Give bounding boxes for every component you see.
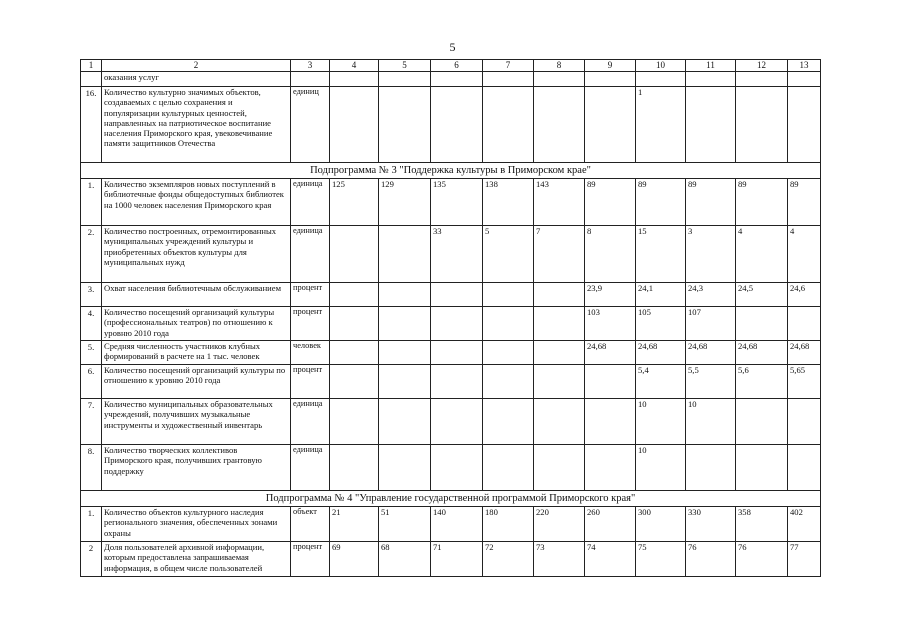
value-cell — [431, 72, 483, 87]
value-cell — [534, 87, 585, 163]
unit-cell: объект — [291, 507, 330, 542]
value-cell — [483, 72, 534, 87]
value-cell: 7 — [534, 226, 585, 283]
value-cell — [330, 365, 379, 399]
row-number: 1. — [81, 179, 102, 226]
indicator-name: Количество экземпляров новых поступлений в библиотечные фонды общедоступных библиотек на 1000 человек населения Приморского края — [102, 179, 291, 226]
table-row — [81, 307, 821, 341]
value-cell: 76 — [686, 542, 736, 577]
column-header: 3 — [291, 60, 330, 72]
column-header: 8 — [534, 60, 585, 72]
column-header: 7 — [483, 60, 534, 72]
value-cell — [330, 341, 379, 365]
value-cell — [585, 445, 636, 491]
value-cell: 10 — [686, 399, 736, 445]
value-cell: 89 — [736, 179, 788, 226]
value-cell — [431, 87, 483, 163]
row-number: 16. — [81, 87, 102, 163]
column-header: 10 — [636, 60, 686, 72]
row-number: 7. — [81, 399, 102, 445]
row-number: 6. — [81, 365, 102, 399]
value-cell: 74 — [585, 542, 636, 577]
value-cell — [431, 365, 483, 399]
table-body — [81, 60, 821, 577]
value-cell: 24,68 — [686, 341, 736, 365]
row-number: 5. — [81, 341, 102, 365]
value-cell: 5,5 — [686, 365, 736, 399]
table-row — [81, 399, 821, 445]
value-cell — [788, 399, 821, 445]
row-number — [81, 72, 102, 87]
value-cell — [534, 399, 585, 445]
value-cell — [483, 283, 534, 307]
table-row — [81, 341, 821, 365]
value-cell: 15 — [636, 226, 686, 283]
value-cell: 4 — [736, 226, 788, 283]
value-cell: 105 — [636, 307, 686, 341]
unit-cell: единица — [291, 179, 330, 226]
column-header: 9 — [585, 60, 636, 72]
value-cell: 220 — [534, 507, 585, 542]
value-cell: 24,68 — [585, 341, 636, 365]
value-cell — [483, 87, 534, 163]
value-cell: 24,68 — [736, 341, 788, 365]
row-number: 2 — [81, 542, 102, 577]
value-cell: 103 — [585, 307, 636, 341]
value-cell: 3 — [686, 226, 736, 283]
value-cell: 75 — [636, 542, 686, 577]
value-cell — [534, 445, 585, 491]
table-row — [81, 542, 821, 577]
table-row — [81, 179, 821, 226]
value-cell — [686, 72, 736, 87]
value-cell — [330, 445, 379, 491]
subprogram-title: Подпрограмма № 3 "Поддержка культуры в Приморском крае" — [81, 163, 821, 179]
value-cell — [483, 365, 534, 399]
value-cell — [330, 72, 379, 87]
value-cell: 135 — [431, 179, 483, 226]
value-cell — [483, 399, 534, 445]
value-cell — [534, 72, 585, 87]
value-cell — [686, 87, 736, 163]
value-cell: 68 — [379, 542, 431, 577]
subprogram-title: Подпрограмма № 4 "Управление государственной программой Приморского края" — [81, 491, 821, 507]
value-cell — [483, 307, 534, 341]
value-cell: 5,6 — [736, 365, 788, 399]
row-number: 2. — [81, 226, 102, 283]
value-cell — [736, 307, 788, 341]
value-cell: 89 — [788, 179, 821, 226]
column-header: 2 — [102, 60, 291, 72]
value-cell: 24,6 — [788, 283, 821, 307]
indicator-name: Количество посещений организаций культуры по отношению к уровню 2010 года — [102, 365, 291, 399]
value-cell — [330, 283, 379, 307]
value-cell: 180 — [483, 507, 534, 542]
value-cell: 129 — [379, 179, 431, 226]
indicator-name: Количество муниципальных образовательных учреждений, получивших музыкальные инструменты и художественный инвентарь — [102, 399, 291, 445]
value-cell: 330 — [686, 507, 736, 542]
table-row — [81, 283, 821, 307]
value-cell — [431, 341, 483, 365]
value-cell: 1 — [636, 87, 686, 163]
value-cell — [330, 87, 379, 163]
value-cell: 73 — [534, 542, 585, 577]
value-cell — [379, 283, 431, 307]
row-number: 3. — [81, 283, 102, 307]
value-cell — [534, 307, 585, 341]
subprogram-heading — [81, 491, 821, 507]
value-cell — [330, 226, 379, 283]
value-cell — [379, 226, 431, 283]
value-cell: 5 — [483, 226, 534, 283]
unit-cell: процент — [291, 283, 330, 307]
column-header: 13 — [788, 60, 821, 72]
value-cell — [379, 341, 431, 365]
value-cell: 402 — [788, 507, 821, 542]
value-cell — [379, 399, 431, 445]
indicator-name: Количество посещений организаций культуры (профессиональных театров) по отношению к уровню 2010 года — [102, 307, 291, 341]
value-cell: 89 — [585, 179, 636, 226]
value-cell: 21 — [330, 507, 379, 542]
column-header: 12 — [736, 60, 788, 72]
value-cell: 23,9 — [585, 283, 636, 307]
unit-cell — [291, 72, 330, 87]
value-cell: 140 — [431, 507, 483, 542]
value-cell — [736, 87, 788, 163]
header-row — [81, 60, 821, 72]
value-cell — [534, 365, 585, 399]
value-cell — [431, 445, 483, 491]
value-cell: 69 — [330, 542, 379, 577]
column-header: 11 — [686, 60, 736, 72]
table-row — [81, 365, 821, 399]
value-cell: 4 — [788, 226, 821, 283]
value-cell — [585, 72, 636, 87]
unit-cell: человек — [291, 341, 330, 365]
value-cell — [379, 87, 431, 163]
value-cell — [379, 445, 431, 491]
table-row — [81, 226, 821, 283]
value-cell — [585, 87, 636, 163]
value-cell — [788, 72, 821, 87]
value-cell: 138 — [483, 179, 534, 226]
page-number: 5 — [449, 40, 456, 54]
unit-cell: единица — [291, 399, 330, 445]
value-cell — [431, 399, 483, 445]
indicator-name: Количество построенных, отремонтированных муниципальных учреждений культуры и приобретенных объектов культуры для муниципальных нужд — [102, 226, 291, 283]
value-cell — [330, 399, 379, 445]
value-cell — [636, 72, 686, 87]
table-row — [81, 87, 821, 163]
value-cell: 76 — [736, 542, 788, 577]
value-cell: 51 — [379, 507, 431, 542]
unit-cell: процент — [291, 542, 330, 577]
value-cell: 10 — [636, 399, 686, 445]
unit-cell: процент — [291, 307, 330, 341]
table-row — [81, 507, 821, 542]
value-cell — [788, 445, 821, 491]
value-cell — [686, 445, 736, 491]
value-cell — [736, 445, 788, 491]
indicator-name: Количество творческих коллективов Приморского края, получивших грантовую поддержку — [102, 445, 291, 491]
unit-cell: единица — [291, 226, 330, 283]
value-cell: 24,68 — [636, 341, 686, 365]
value-cell — [534, 283, 585, 307]
value-cell — [483, 341, 534, 365]
column-header: 4 — [330, 60, 379, 72]
value-cell — [736, 72, 788, 87]
value-cell: 8 — [585, 226, 636, 283]
value-cell: 33 — [431, 226, 483, 283]
value-cell: 24,5 — [736, 283, 788, 307]
indicators-table — [80, 59, 821, 577]
value-cell — [585, 399, 636, 445]
column-header: 6 — [431, 60, 483, 72]
column-header: 5 — [379, 60, 431, 72]
value-cell: 260 — [585, 507, 636, 542]
value-cell: 77 — [788, 542, 821, 577]
value-cell: 5,4 — [636, 365, 686, 399]
value-cell — [330, 307, 379, 341]
value-cell: 10 — [636, 445, 686, 491]
value-cell — [379, 365, 431, 399]
value-cell: 24,3 — [686, 283, 736, 307]
indicator-name: Средняя численность участников клубных формирований в расчете на 1 тыс. человек — [102, 341, 291, 365]
table-row — [81, 72, 821, 87]
value-cell — [736, 399, 788, 445]
value-cell — [379, 72, 431, 87]
value-cell: 71 — [431, 542, 483, 577]
value-cell: 5,65 — [788, 365, 821, 399]
value-cell — [585, 365, 636, 399]
subprogram-heading — [81, 163, 821, 179]
value-cell: 143 — [534, 179, 585, 226]
value-cell: 24,68 — [788, 341, 821, 365]
value-cell: 72 — [483, 542, 534, 577]
row-number: 1. — [81, 507, 102, 542]
unit-cell: процент — [291, 365, 330, 399]
unit-cell: единиц — [291, 87, 330, 163]
value-cell: 358 — [736, 507, 788, 542]
indicator-name: Охват населения библиотечным обслуживанием — [102, 283, 291, 307]
value-cell — [483, 445, 534, 491]
value-cell — [379, 307, 431, 341]
value-cell — [534, 341, 585, 365]
value-cell: 89 — [686, 179, 736, 226]
value-cell — [788, 307, 821, 341]
indicator-name: оказания услуг — [102, 72, 291, 87]
indicator-name: Доля пользователей архивной информации, которым предоставлена запрашиваемая информация, в общем числе пользователей — [102, 542, 291, 577]
value-cell: 24,1 — [636, 283, 686, 307]
value-cell: 125 — [330, 179, 379, 226]
value-cell: 107 — [686, 307, 736, 341]
unit-cell: единица — [291, 445, 330, 491]
indicator-name: Количество культурно значимых объектов, создаваемых с целью сохранения и популяризации культурных ценностей, направленных на патриотическое воспитание населения Приморского края, увековечивание памяти защитников Отечества — [102, 87, 291, 163]
column-header: 1 — [81, 60, 102, 72]
value-cell — [431, 307, 483, 341]
table-row — [81, 445, 821, 491]
value-cell: 89 — [636, 179, 686, 226]
value-cell: 300 — [636, 507, 686, 542]
indicator-name: Количество объектов культурного наследия регионального значения, обеспеченных зонами охраны — [102, 507, 291, 542]
value-cell — [431, 283, 483, 307]
value-cell — [788, 87, 821, 163]
row-number: 4. — [81, 307, 102, 341]
row-number: 8. — [81, 445, 102, 491]
